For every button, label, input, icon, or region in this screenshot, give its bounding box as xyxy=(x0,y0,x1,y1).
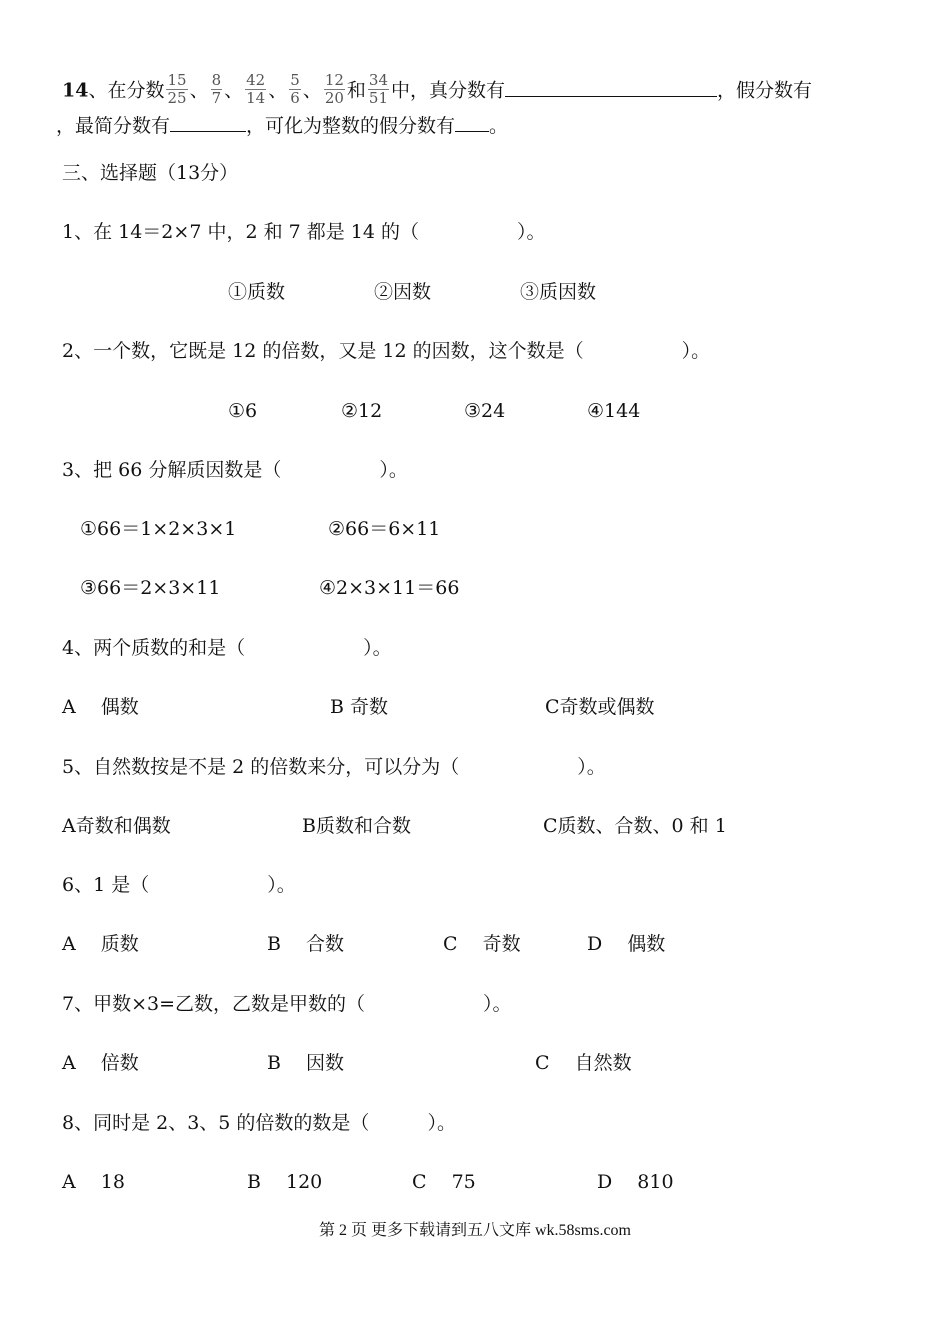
option[interactable]: ②12 xyxy=(341,400,383,422)
option[interactable]: C奇数或偶数 xyxy=(545,696,655,718)
option[interactable]: B 因数 xyxy=(267,1052,345,1074)
option[interactable]: C 自然数 xyxy=(535,1052,632,1074)
option[interactable]: ③质因数 xyxy=(520,281,597,303)
option[interactable]: A 偶数 xyxy=(62,696,139,718)
fraction: $\frac{34}{51}$ xyxy=(368,71,389,107)
option[interactable]: C质数、合数、0 和 1 xyxy=(543,815,727,837)
fraction: $\frac{8}{7}$ xyxy=(211,71,222,107)
option[interactable]: ③24 xyxy=(464,400,506,422)
q14-line2: ，最简分数有 ，可化为整数的假分数有 。 xyxy=(56,115,509,137)
fraction: $\frac{5}{6}$ xyxy=(290,71,300,107)
option[interactable]: A奇数和偶数 xyxy=(62,815,171,837)
option[interactable]: C 奇数 xyxy=(443,933,521,955)
option[interactable]: D 偶数 xyxy=(587,933,666,955)
option[interactable]: C 75 xyxy=(412,1171,476,1193)
question-4: 4、两个质数的和是（ ）。 xyxy=(62,637,392,659)
proper-fraction-blank[interactable] xyxy=(505,78,717,97)
option[interactable]: ②66＝6×11 xyxy=(328,518,441,540)
option[interactable]: ④2×3×11＝66 xyxy=(319,577,460,599)
option[interactable]: B 合数 xyxy=(267,933,345,955)
page-footer: 第 2 页 更多下载请到五八文库 wk.58sms.com xyxy=(318,1222,631,1239)
option[interactable]: D 810 xyxy=(597,1171,674,1193)
option[interactable]: B质数和合数 xyxy=(302,815,411,837)
question-8: 8、同时是 2、3、5 的倍数的数是（ ）。 xyxy=(62,1112,456,1134)
section-title: 三、选择题（13分） xyxy=(62,162,239,184)
option[interactable]: B 120 xyxy=(247,1171,323,1193)
q14-mid2: ，假分数有 xyxy=(717,79,813,102)
q14-mid: 中，真分数有 xyxy=(391,79,506,102)
fraction: $\frac{15}{25}$ xyxy=(167,71,187,107)
option[interactable]: A 质数 xyxy=(62,933,139,955)
integer-fraction-blank[interactable] xyxy=(455,113,489,132)
option[interactable]: ②因数 xyxy=(374,281,432,303)
question-5: 5、自然数按是不是 2 的倍数来分，可以分为（ ）。 xyxy=(62,756,606,778)
q14-prefix: 、在分数 xyxy=(88,79,165,102)
q14-line1: 14、在分数 $\frac{15}{25}$ 、 $\frac{8}{7}$ 、 $\frac{42}{14}$ 、 $\frac{5}{6}$ 、 $\frac{12}{20}$ 和 $\frac{34}{51}$ 中，真分数有 ，假分数有 xyxy=(62,71,813,107)
question-1: 1、在 14＝2×7 中，2 和 7 都是 14 的（ ）。 xyxy=(62,221,546,243)
option[interactable]: A 18 xyxy=(62,1171,125,1193)
question-2: 2、一个数，它既是 12 的倍数，又是 12 的因数，这个数是（ ）。 xyxy=(62,340,711,362)
option[interactable]: ①6 xyxy=(228,400,258,422)
option[interactable]: ④144 xyxy=(587,400,641,422)
question-6: 6、1 是（ ）。 xyxy=(62,874,296,896)
question-7: 7、甲数×3=乙数，乙数是甲数的（ ）。 xyxy=(62,993,512,1015)
option[interactable]: ①66＝1×2×3×1 xyxy=(80,518,237,540)
simplest-fraction-blank[interactable] xyxy=(170,113,246,132)
q14-number: 14 xyxy=(62,79,89,102)
question-3: 3、把 66 分解质因数是（ ）。 xyxy=(62,459,408,481)
option[interactable]: A 倍数 xyxy=(62,1052,139,1074)
option[interactable]: ①质数 xyxy=(228,281,286,303)
option[interactable]: B 奇数 xyxy=(330,696,389,718)
fraction: $\frac{12}{20}$ xyxy=(324,71,344,107)
fraction: $\frac{42}{14}$ xyxy=(246,71,266,107)
option[interactable]: ③66＝2×3×11 xyxy=(80,577,221,599)
